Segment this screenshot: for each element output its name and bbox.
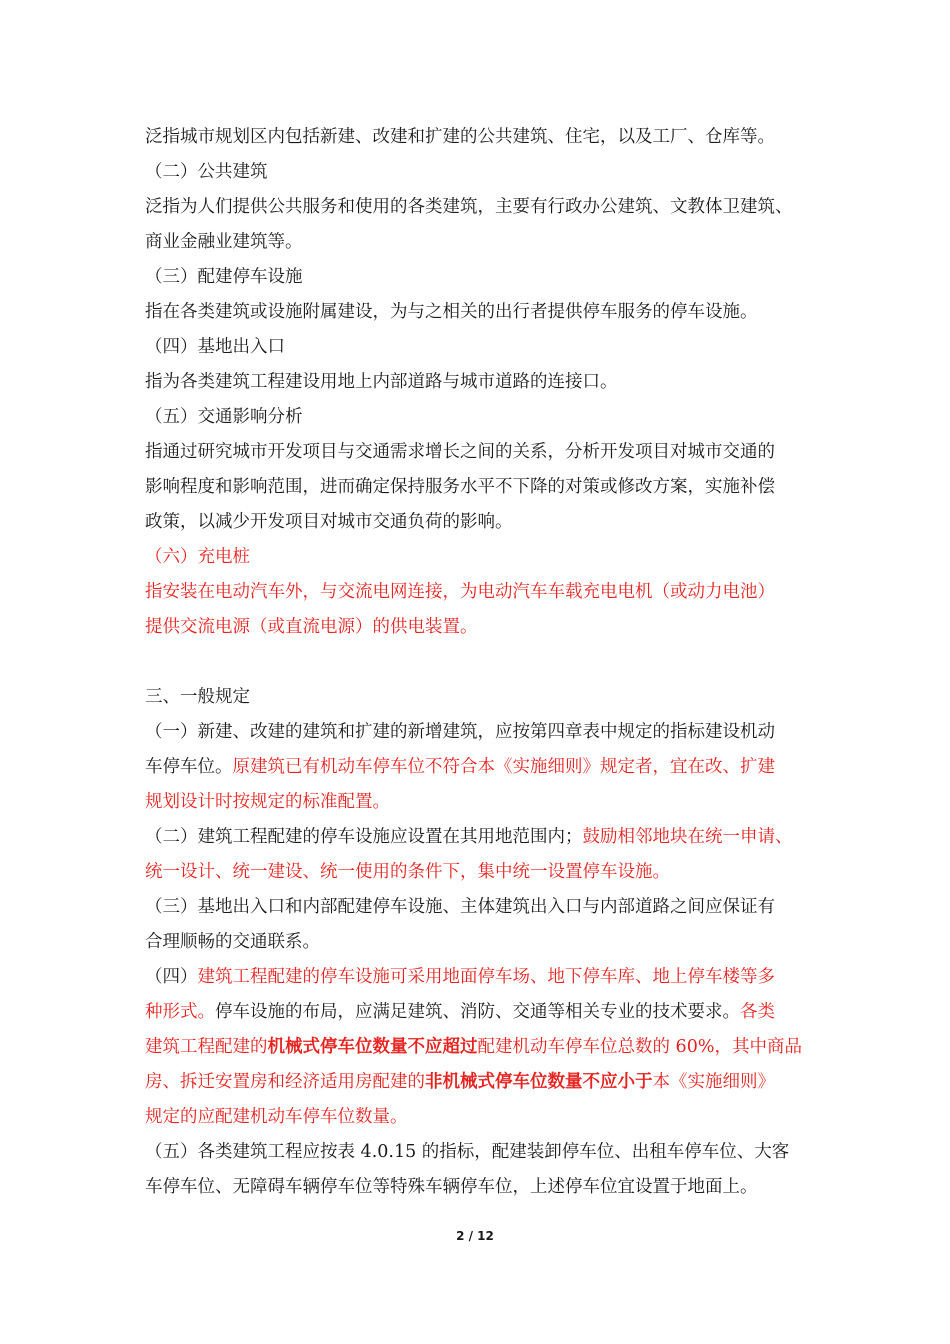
subheading-charging-pile: （六）充电桩 (145, 547, 250, 567)
paragraph-line (145, 1065, 855, 1100)
paragraph-line: 统一设计、统一建设、统一使用的条件下，集中统一设置停车设施。 (145, 862, 670, 882)
section-heading-general-rules: 三、一般规定 (145, 687, 250, 707)
paragraph-line: 政策，以减少开发项目对城市交通负荷的影响。 (145, 512, 513, 532)
bold-highlighted-text: 机械式停车位数量不应超过 (267, 1037, 478, 1057)
subheading-traffic-impact: （五）交通影响分析 (145, 407, 303, 427)
highlighted-text: 建筑工程配建的停车设施可采用地面停车场、地下停车库、地上停车楼等多 (197, 967, 775, 987)
paragraph-line: （三）基地出入口和内部配建停车设施、主体建筑出入口与内部道路之间应保证有 (145, 897, 775, 917)
subheading-public-building: （二）公共建筑 (145, 162, 268, 182)
text-span: （二）建筑工程配建的停车设施应设置在其用地范围内； (145, 827, 583, 847)
paragraph-line: 指通过研究城市开发项目与交通需求增长之间的关系，分析开发项目对城市交通的 (145, 442, 775, 462)
paragraph-line: （五）各类建筑工程应按表 4.0.15 的指标，配建装卸停车位、出租车停车位、大客 (145, 1142, 790, 1162)
page-number: 2 / 12 (456, 1229, 494, 1243)
highlighted-text: 配建机动车停车位总数的 60%，其中商品 (477, 1037, 802, 1057)
paragraph-line: 商业金融业建筑等。 (145, 232, 303, 252)
paragraph-line (145, 820, 855, 855)
subheading-site-entrance: （四）基地出入口 (145, 337, 285, 357)
highlighted-text: 房、拆迁安置房和经济适用房配建的 (145, 1072, 425, 1092)
highlighted-text: 鼓励相邻地块在统一申请、 (582, 827, 793, 847)
paragraph-line: 规定的应配建机动车停车位数量。 (145, 1107, 408, 1127)
highlighted-text: 各类 (740, 1002, 775, 1022)
paragraph-line: 指安装在电动汽车外，与交流电网连接，为电动汽车车载充电电机（或动力电池） (145, 582, 775, 602)
highlighted-text: 种形式。 (145, 1002, 215, 1022)
highlighted-text: 建筑工程配建的 (145, 1037, 268, 1057)
text-span: 车停车位。 (145, 757, 233, 777)
paragraph-line (145, 995, 855, 1030)
paragraph-line: 规划设计时按规定的标准配置。 (145, 792, 390, 812)
paragraph-line: 指为各类建筑工程建设用地上内部道路与城市道路的连接口。 (145, 372, 618, 392)
paragraph-line (145, 960, 855, 995)
paragraph-line: （一）新建、改建的建筑和扩建的新增建筑，应按第四章表中规定的指标建设机动 (145, 722, 775, 742)
paragraph-line: 影响程度和影响范围，进而确定保持服务水平不下降的对策或修改方案，实施补偿 (145, 477, 775, 497)
subheading-parking-facility: （三）配建停车设施 (145, 267, 303, 287)
blank-line (145, 645, 855, 680)
bold-highlighted-text: 非机械式停车位数量不应小于 (425, 1072, 653, 1092)
paragraph-line: 合理顺畅的交通联系。 (145, 932, 320, 952)
paragraph-line: 车停车位、无障碍车辆停车位等特殊车辆停车位，上述停车位宜设置于地面上。 (145, 1177, 758, 1197)
text-span: （四） (145, 967, 198, 987)
paragraph-line (145, 1030, 855, 1065)
paragraph-line: 泛指为人们提供公共服务和使用的各类建筑，主要有行政办公建筑、文教体卫建筑、 (145, 197, 793, 217)
document-body (145, 120, 855, 1205)
highlighted-text: 原建筑已有机动车停车位不符合本《实施细则》规定者，宜在改、扩建 (232, 757, 775, 777)
paragraph-line: 指在各类建筑或设施附属建设，为与之相关的出行者提供停车服务的停车设施。 (145, 302, 758, 322)
paragraph-line: 泛指城市规划区内包括新建、改建和扩建的公共建筑、住宅，以及工厂、仓库等。 (145, 127, 775, 147)
text-span: 停车设施的布局，应满足建筑、消防、交通等相关专业的技术要求。 (215, 1002, 740, 1022)
highlighted-text: 本《实施细则》 (652, 1072, 775, 1092)
paragraph-line: 提供交流电源（或直流电源）的供电装置。 (145, 617, 478, 637)
paragraph-line (145, 750, 855, 785)
